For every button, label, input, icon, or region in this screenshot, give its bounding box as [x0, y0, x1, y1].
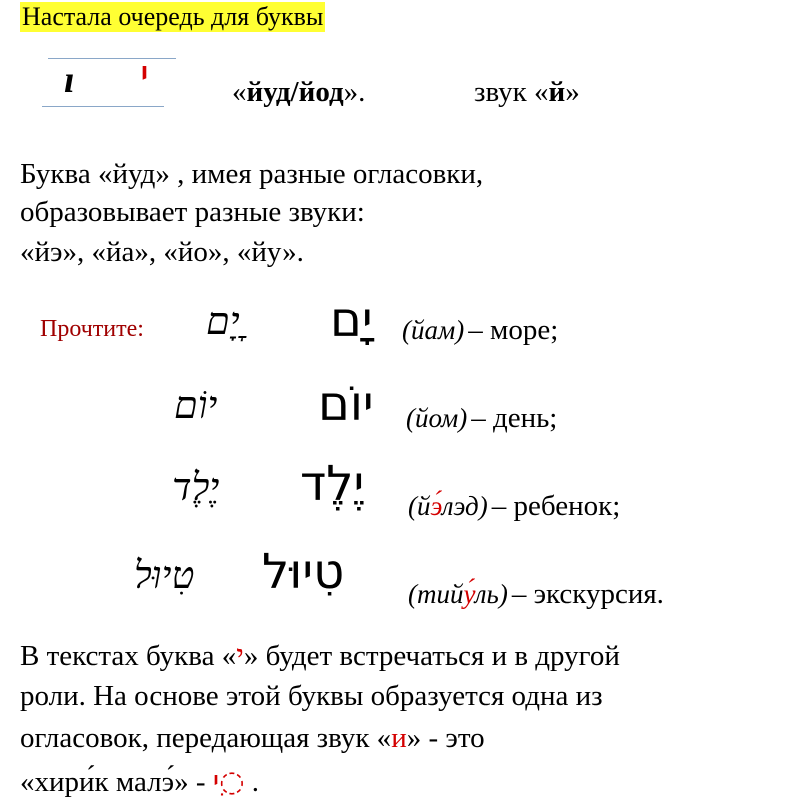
para2-line2: роли. На основе этой буквы образуется одна из	[20, 680, 603, 712]
para2-line1-pre: В текстах буква «	[20, 640, 237, 672]
word1-translit: (йам)	[402, 315, 465, 345]
para2-line3-post: » - это	[406, 722, 485, 754]
word3-translit-pre: (й	[408, 491, 431, 521]
para1-line3: «йэ», «йа», «йо», «йу».	[20, 236, 304, 268]
sound-suffix: »	[565, 76, 580, 108]
word2-meaning: – день;	[471, 402, 558, 434]
para2-line4	[20, 764, 259, 799]
para2-line3-pre: огласовок, передающая звук «	[20, 722, 392, 754]
word4-translit-stress: у́	[463, 579, 475, 609]
word3-translit-post: лэд)	[441, 491, 488, 521]
para1-line1: Буква «йуд» , имея разные огласовки,	[20, 158, 484, 190]
para2-line3	[20, 722, 485, 755]
quote-close: ».	[343, 76, 366, 108]
letter-name-text: йуд/йод	[246, 76, 344, 108]
hirik-male-mark: ִי◌	[212, 764, 245, 798]
word2-block: יוֹם	[318, 376, 374, 432]
word2-translit: (йом)	[406, 403, 468, 433]
word4-meaning: – экскурсия.	[511, 578, 664, 610]
word1-cursive: ׇיָם	[206, 301, 240, 343]
read-label: Прочтите:	[40, 316, 144, 342]
letter-sound	[474, 76, 580, 109]
word4-cursive: טִיוּל	[134, 555, 195, 597]
sound-text: й	[548, 76, 566, 108]
para2-line4-post: .	[244, 766, 260, 798]
para2-sound-i: и	[391, 722, 407, 754]
word1-gloss	[402, 314, 558, 347]
word1-block: יָם	[330, 292, 373, 348]
lesson-heading: Настала очередь для буквы	[22, 2, 324, 31]
cursive-yud: ı	[64, 59, 75, 101]
quote-open: «	[232, 76, 247, 108]
word4-translit-post: ль)	[474, 579, 508, 609]
para2-line1-post: » будет встречаться и в другой	[243, 640, 620, 672]
word4-translit-pre: (тий	[408, 579, 464, 609]
word3-meaning: – ребенок;	[491, 490, 621, 522]
word2-gloss	[406, 402, 557, 435]
sound-prefix: звук «	[474, 76, 549, 108]
word3-translit-stress: э́	[430, 491, 442, 521]
word2-cursive: יוֹם	[174, 385, 218, 427]
hirik-male-name: «хири́к малэ́» -	[20, 766, 213, 798]
para2-line1	[20, 640, 620, 673]
word3-gloss	[408, 490, 620, 523]
writing-guideline-bottom	[42, 106, 164, 107]
para1-line2: образовывает разные звуки:	[20, 196, 365, 228]
word4-block: טִיוּל	[262, 544, 345, 600]
letter-name	[232, 76, 365, 109]
word4-gloss	[408, 578, 664, 611]
word3-block: יֶלֶד	[300, 456, 365, 512]
word1-meaning: – море;	[468, 314, 559, 346]
para2-yud-letter: י	[236, 640, 244, 672]
block-yud: י	[140, 52, 149, 98]
word3-cursive: יֶלֶד	[172, 467, 220, 509]
